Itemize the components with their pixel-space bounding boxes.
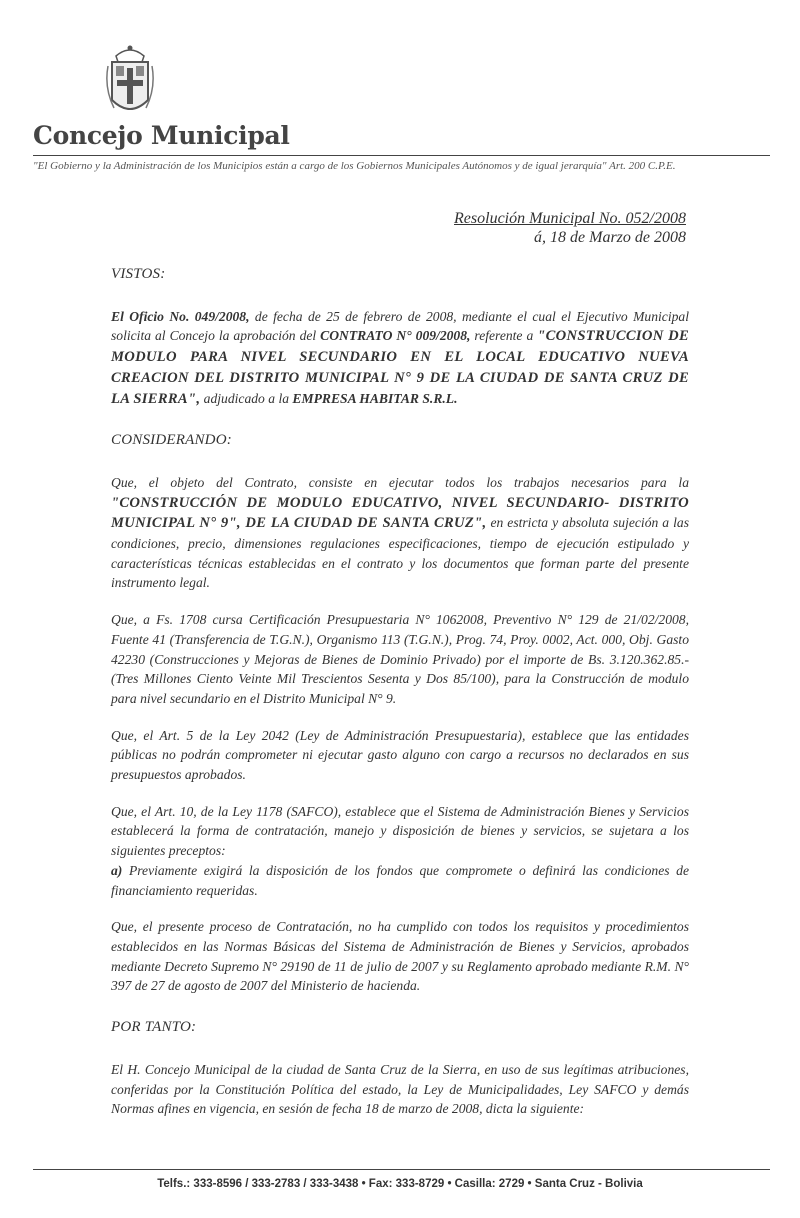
document-body bbox=[111, 265, 689, 1119]
considerando-heading: CONSIDERANDO: bbox=[111, 432, 232, 449]
considerando-paragraph-3: Que, el Art. 5 de la Ley 2042 (Ley de Administración Presupuestaria), establece que las entidades públicas no podrán comprometer ni ejecutar gasto alguno con cargo a recursos no declarados en sus presupuestos aprobados. bbox=[111, 727, 689, 783]
oficio-reference: El Oficio No. 049/2008, bbox=[111, 308, 250, 324]
footer-divider bbox=[33, 1169, 770, 1170]
vistos-heading: VISTOS: bbox=[111, 266, 166, 282]
resolution-date: á, 18 de Marzo de 2008 bbox=[534, 229, 686, 246]
contract-object: "CONSTRUCCIÓN DE MODULO EDUCATIVO, NIVEL SECUNDARIO- DISTRITO MUNICIPAL N° 9", DE LA CIUDAD DE SANTA CRUZ", bbox=[111, 494, 689, 532]
header-divider bbox=[33, 155, 770, 156]
resolution-number: Resolución Municipal No. 052/2008 bbox=[454, 210, 686, 227]
footer-contact: Telfs.: 333-8596 / 333-2783 / 333-3438 • Fax: 333-8729 • Casilla: 2729 • Santa Cruz - Bolivia bbox=[157, 1178, 643, 1190]
item-label: a) bbox=[111, 862, 123, 878]
considerando-paragraph-5: Que, el presente proceso de Contratación, no ha cumplido con todos los requisitos y procedimientos establecidos en las Normas Básicas del Sistema de Administración de Bienes y Servicios, aprobados mediante Decreto Supremo N° 29190 de 11 de julio de 2007 y su Reglamento aprobado mediante R.M. N° 397 de 27 de agosto de 2007 del Ministerio de hacienda. bbox=[111, 919, 689, 994]
considerando-paragraph-4: Que, el Art. 10, de la Ley 1178 (SAFCO), establece que el Sistema de Administración Bienes y Servicios establecerá la forma de contratación, manejo y disposición de bienes y servicios, se sujetara a los siguientes preceptos: bbox=[111, 803, 689, 859]
resolution-reference bbox=[454, 210, 686, 247]
coat-of-arms-icon bbox=[104, 42, 156, 126]
considerando-paragraph-1: Que, el objeto del Contrato, consiste en ejecutar todos los trabajos necesarios para la "CONSTRUCCIÓN DE MODULO EDUCATIVO, NIVEL SECUNDARIO- DISTRITO MUNICIPAL N° 9", DE LA CIUDAD DE SANTA CRUZ", en estricta y absoluta sujeción a las condiciones, precio, dimensiones regulaciones especificaciones, tiempo de ejecución estipulado y características técnicas establecidas en el contrato y los documentos que forman parte del presente instrumento legal. bbox=[111, 474, 689, 591]
company-name: EMPRESA HABITAR S.R.L. bbox=[292, 390, 458, 406]
vistos-paragraph: El Oficio No. 049/2008, de fecha de 25 de febrero de 2008, mediante el cual el Ejecutivo Municipal solicita al Concejo la aprobación del CONTRATO N° 009/2008, referente a "CONSTRUCCION DE MODULO PARA NIVEL SECUNDARIO EN EL LOCAL EDUCATIVO NUEVA CREACION DEL DISTRITO MUNICIPAL N° 9 DE LA CIUDAD DE SANTA CRUZ DE LA SIERRA", adjudicado a la EMPRESA HABITAR S.R.L. bbox=[111, 308, 689, 407]
project-title: "CONSTRUCCION DE MODULO PARA NIVEL SECUNDARIO EN EL LOCAL EDUCATIVO NUEVA CREACION DEL DISTRITO MUNICIPAL N° 9 DE LA CIUDAD DE SANTA CRUZ DE LA SIERRA", bbox=[111, 328, 689, 407]
por-tanto-heading: POR TANTO: bbox=[111, 1019, 197, 1036]
contract-number: CONTRATO N° 009/2008, bbox=[320, 328, 471, 344]
por-tanto-paragraph: El H. Concejo Municipal de la ciudad de Santa Cruz de la Sierra, en uso de sus legítimas atribuciones, conferidas por la Constitución Política del estado, la Ley de Municipalidades, Ley SAFCO y demás Normas afines en vigencia, en sesión de fecha 18 de marzo de 2008, dicta la siguiente: bbox=[111, 1061, 689, 1117]
header-motto: "El Gobierno y la Administración de los Municipios están a cargo de los Gobiernos Municipales Autónomos y de igual jerarquía" Art. 200 C.P.E. bbox=[33, 160, 676, 172]
considerando-item-a: a) Previamente exigirá la disposición de los fondos que compromete o definirá las condiciones de financiamiento requeridas. bbox=[111, 862, 689, 898]
organization-name: Concejo Municipal bbox=[33, 121, 290, 150]
considerando-paragraph-2: Que, a Fs. 1708 cursa Certificación Presupuestaria N° 1062008, Preventivo N° 129 de 21/02/2008, Fuente 41 (Transferencia de T.G.N.), Organismo 113 (T.G.N.), Prog. 74, Proy. 0002, Act. 000, Obj. Gasto 42230 (Construcciones y Mejoras de Bienes de Dominio Privado) por el importe de Bs. 3.120.362.85.- (Tres Millones Ciento Veinte Mil Trescientos Sesenta y Dos 85/100), para la Construcción de modulo para nivel secundario en el Distrito Municipal N° 9. bbox=[111, 612, 689, 706]
